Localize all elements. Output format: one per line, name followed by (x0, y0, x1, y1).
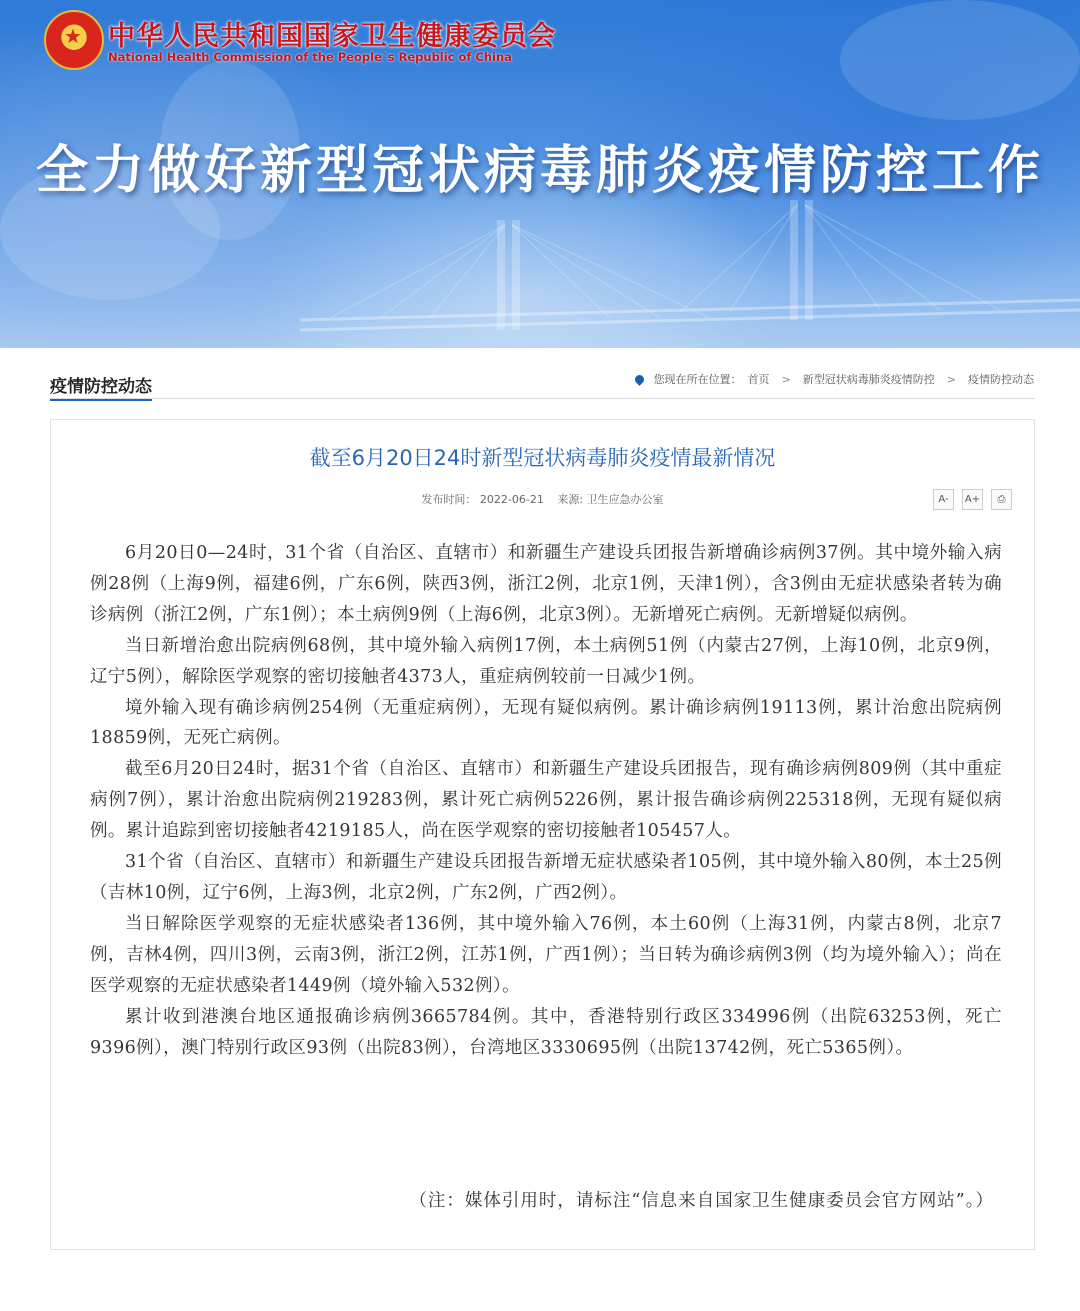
breadcrumb-covid-prevention[interactable]: 新型冠状病毒肺炎疫情防控 (802, 373, 935, 386)
banner-slogan: 全力做好新型冠状病毒肺炎疫情防控工作 (35, 141, 1044, 201)
article-paragraph: 6月20日0—24时，31个省（自治区、直辖市）和新疆生产建设兵团报告新增确诊病例37例。其中境外输入病例28例（上海9例，福建6例，广东6例，陕西3例，浙江2例，北京1例，天津1例），含3例由无症状感染者转为确诊病例（浙江2例，广东1例）；本土病例9例（上海6例，北京3例）。无新增死亡病例。无新增疑似病例。 (90, 543, 1002, 625)
article-source: 来源: 卫生应急办公室 (557, 493, 664, 506)
font-decrease-button[interactable]: A- (933, 489, 954, 510)
publish-time: 发布时间： 2022-06-21 (421, 493, 544, 506)
article-paragraph: 当日解除医学观察的无症状感染者136例，其中境外输入76例，本土60例（上海31例，内蒙古8例，北京7例，吉林4例，四川3例，云南3例，浙江2例，江苏1例，广西1例）；当日转为确诊病例3例（均为境外输入）；尚在医学观察的无症状感染者1449例（境外输入532例）。 (90, 913, 1002, 996)
breadcrumb-home[interactable]: 首页 (747, 373, 770, 386)
chevron-right-icon: > (946, 372, 956, 386)
article-meta (51, 491, 1034, 507)
breadcrumb (635, 371, 1034, 387)
location-pin-icon (633, 373, 646, 386)
section-title: 疫情防控动态 (50, 372, 152, 401)
article-paragraph: 截至6月20日24时，据31个省（自治区、直辖市）和新疆生产建设兵团报告，现有确诊病例809例（其中重症病例7例），累计治愈出院病例219283例，累计死亡病例5226例，累计报告确诊病例225318例，无现有疑似病例。累计追踪到密切接触者4219185人，尚在医学观察的密切接触者105457人。 (90, 759, 1002, 842)
article-paragraph: 累计收到港澳台地区通报确诊病例3665784例。其中，香港特别行政区334996例（出院63253例，死亡9396例），澳门特别行政区93例（出院83例），台湾地区3330695例（出院13742例，死亡5365例）。 (90, 1006, 1002, 1058)
article-paragraph: 当日新增治愈出院病例68例，其中境外输入病例17例，本土病例51例（内蒙古27例，上海10例，北京9例，辽宁5例），解除医学观察的密切接触者4373人，重症病例较前一日减少1例。 (90, 635, 1002, 687)
article-body (90, 538, 1002, 1063)
article-container (50, 419, 1035, 1250)
breadcrumb-prefix: 您现在所在位置： (653, 373, 742, 386)
header-banner (0, 0, 1080, 348)
article-paragraph: 境外输入现有确诊病例254例（无重症病例），无现有疑似病例。累计确诊病例19113例，累计治愈出院病例18859例，无死亡病例。 (90, 697, 1002, 749)
national-emblem-icon: ★ (44, 10, 104, 70)
chevron-right-icon: > (781, 372, 791, 386)
media-citation-note: （注：媒体引用时，请标注“信息来自国家卫生健康委员会官方网站”。） (409, 1191, 994, 1211)
section-divider (50, 398, 1035, 399)
org-name-cn: 中华人民共和国国家卫生健康委员会 (108, 21, 556, 52)
font-increase-button[interactable]: A+ (962, 489, 983, 510)
article-paragraph: 31个省（自治区、直辖市）和新疆生产建设兵团报告新增无症状感染者105例，其中境外输入80例，本土25例（吉林10例，辽宁6例，上海3例，北京2例，广东2例，广西2例）。 (90, 852, 1002, 903)
article-tools (933, 489, 1012, 510)
print-icon: ⎙ (997, 494, 1006, 505)
site-logo[interactable] (44, 10, 564, 72)
org-name-en: National Health Commission of the People`s Republic of China (108, 50, 512, 64)
breadcrumb-current[interactable]: 疫情防控动态 (968, 373, 1034, 386)
article-title: 截至6月20日24时新型冠状病毒肺炎疫情最新情况 (309, 446, 776, 470)
print-button[interactable] (991, 489, 1012, 510)
